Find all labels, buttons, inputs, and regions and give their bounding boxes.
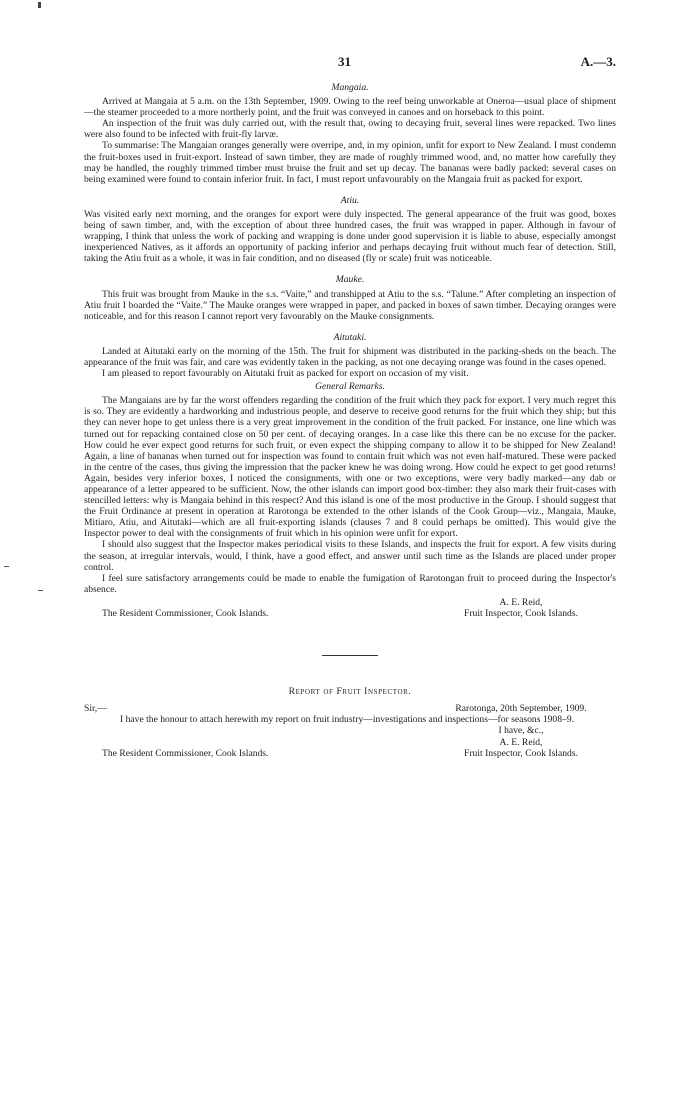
section-title-mauke: Mauke. [335,274,365,286]
section-title-general-remarks: General Remarks. [315,381,385,393]
paragraph: The Mangaians are by far the worst offenders regarding the condition of the fruit which they pack for export. I very much regret this is so. They are evidently a hardworking and industrious people, and deserve to receive good returns for the fruit which they ship; but this they can never hope to get unless there is a very great improvement in the condition of the fruit packed. For instance, one line which was turned out for repacking contained close on 50 per cent. of decaying oranges. In a case like this there can be no excuse for the packer. How could he ever expect good returns for such fruit, or even expect the shipping company to allow it to be shipped for New Zealand! Again, a line of bananas when turned out for inspection was found to contain fruit which was not even half-matured. These were packed in the centre of the cases, thus giving the impression that the packer knew he was doing wrong. How could he expect to get good returns! Again, besides very inferior boxes, I noticed the consignments, with one or two exceptions, were very badly marked—any dab or appearance of a letter appeared to be sufficient. Now, the other islands can import good box-timber: they also mark their fruit-cases with stencilled letters: why is Mangaia behind in this respect? And this island is one of the most productive in the Group. I should suggest that the Fruit Ordinance at present in operation at Rarotonga be extended to the other islands of the Cook Group—viz., Mangaia, Mauke, Mitiaro, Atiu, and Aitutaki—which are all fruit-exporting islands (clauses 7 and 8 could perhaps be omitted). This would give the Inspector power to deal with the consignments of fruit which in his opinion were unfit for export. [84,395,616,540]
place-date: Rarotonga, 20th September, 1909. [455,703,587,715]
section-title-atiu: Atiu. [340,194,360,206]
report-addressee: The Resident Commissioner, Cook Islands. [102,747,269,759]
scan-mark [38,590,43,591]
section-divider [322,655,378,656]
page-header [84,56,616,72]
document-reference: A.—3. [580,54,616,69]
report-signature-block [84,737,616,759]
report-body: I have the honour to attach herewith my report on fruit industry—investigations and inspections—for seasons 1908–9. [120,714,575,726]
page-number: 31 [338,54,351,69]
addressee: The Resident Commissioner, Cook Islands. [102,608,269,620]
salutation: Sir,— [84,703,107,715]
paragraph: An inspection of the fruit was duly carried out, with the result that, owing to decaying fruit, several lines were repacked. Two lines were also found to be infected with fruit-fly larvæ. [84,118,616,141]
paragraph: I am pleased to report favourably on Aitutaki fruit as packed for export on occasion of my visit. [102,368,469,380]
section-title-aitutaki: Aitutaki. [333,331,367,343]
document-page [84,56,616,759]
report-signatory-title: Fruit Inspector, Cook Islands. [464,747,578,759]
salutation-row [84,703,616,714]
paragraph: This fruit was brought from Mauke in the s.s. “Vaite,” and transhipped at Atiu to the s.s. “Talune.” After completing an inspection of Atiu fruit I boarded the “Vaite.” The Mauke oranges were wrapped in paper, and packed in boxes of sawn timber. Decaying oranges were noticeable, and for this reason I cannot report very favourably on the Mauke consignments. [84,288,616,322]
paragraph: Arrived at Mangaia at 5 a.m. on the 13th September, 1909. Owing to the reef being unworkable at Oneroa—usual place of shipment—the steamer proceeded to a more northerly point, and the fruit was conveyed in canoes and on horseback to this point. [84,96,616,119]
signature-block [84,597,616,619]
scan-mark [38,2,41,8]
signatory-title: Fruit Inspector, Cook Islands. [464,608,578,620]
section-title-mangaia: Mangaia. [331,82,369,93]
scan-mark [4,566,9,567]
report-signatory-name: A. E. Reid, [499,736,543,748]
closing: I have, &c., [498,725,544,737]
paragraph: Was visited early next morning, and the oranges for export were duly inspected. The general appearance of the fruit was good, boxes being of sawn timber, and, with the exception of about three hundred cases, the fruit was wrapped in paper. Although in favour of wrapping, I think that unless the work of packing and wrapping is done under good supervision it is liable to abuse, especially amongst inexperienced Natives, as it affords an opportunity of packing inferior and perhaps decaying fruit without much fear of detection. Still, taking the Atiu fruit as a whole, it was in fair condition, and no diseased (fly or scale) fruit was noticeable. [84,208,616,265]
paragraph: Landed at Aitutaki early on the morning of the 15th. The fruit for shipment was distributed in the packing-sheds on the beach. The appearance of the fruit was fair, and care was evidently taken in the packing, as not one decaying orange was found in the cases opened. [84,345,616,368]
paragraph: I feel sure satisfactory arrangements could be made to enable the fumigation of Rarotongan fruit to proceed during the Inspector's absence. [84,572,616,595]
paragraph: To summarise: The Mangaian oranges generally were overripe, and, in my opinion, unfit for export to New Zealand. I must condemn the fruit-boxes used in fruit-export. Instead of sawn timber, they are made of roughly trimmed wood, and, no matter how carefully they may be handled, the roughly trimmed timber must bruise the fruit and set up decay. The bananas were badly packed: several cases on being examined were found to contain inferior fruit. In fact, I must report unfavourably on the Mangaia fruit as packed for export. [84,140,616,185]
paragraph: I should also suggest that the Inspector makes periodical visits to these Islands, and inspects the fruit for export. A few visits during the season, at irregular intervals, would, I think, have a good effect, and answer until such time as the Islands are placed under proper control. [84,539,616,573]
report-heading: Report of Fruit Inspector. [288,686,412,698]
signatory-name: A. E. Reid, [499,596,543,608]
